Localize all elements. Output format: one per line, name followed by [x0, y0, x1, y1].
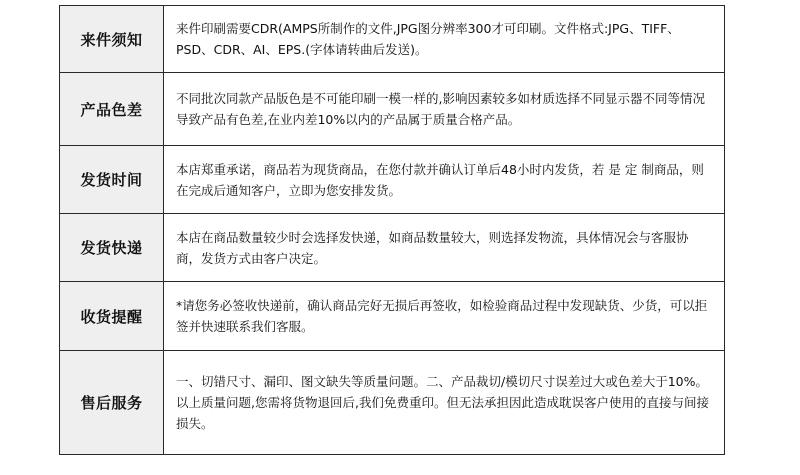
- row-content-text: 不同批次同款产品版色是不可能印刷一模一样的,影响因素较多如材质选择不同显示器不同等情况导致产品有色差,在业内差10%以内的产品属于质量合格产品。: [176, 91, 705, 127]
- row-content: [164, 282, 725, 351]
- row-label: 来件须知: [60, 6, 164, 73]
- row-label: 产品色差: [60, 73, 164, 146]
- row-content-text: 本店在商品数量较少时会选择发快递，如商品数量较大，则选择发物流，具体情况会与客服协商，发货方式由客户决定。: [176, 229, 689, 266]
- table-row: [60, 351, 725, 455]
- row-label: 发货快递: [60, 214, 164, 282]
- row-content-text: 一、切错尺寸、漏印、图文缺失等质量问题。二、产品裁切/模切尺寸误差过大或色差大于10%。以上质量问题,您需将货物退回后,我们免费重印。但无法承担因此造成耽误客户使用的直接与间接损失。: [176, 374, 709, 431]
- row-label: 发货时间: [60, 146, 164, 214]
- row-content: [164, 214, 725, 282]
- row-content-text: *请您务必签收快递前，确认商品完好无损后再签收，如检验商品过程中发现缺货、少货，可以拒签并快速联系我们客服。: [176, 298, 708, 334]
- table-row: [60, 146, 725, 214]
- row-content-text: 本店郑重承诺，商品若为现货商品，在您付款并确认订单后48小时内发货，若 是 定 制商品，则在完成后通知客户，立即为您安排发货。: [176, 161, 704, 198]
- table-row: [60, 6, 725, 73]
- row-label: 售后服务: [60, 351, 164, 455]
- store-notice-table: [59, 5, 725, 455]
- row-content: [164, 351, 725, 455]
- row-content: [164, 73, 725, 146]
- table-row: [60, 214, 725, 282]
- row-label: 收货提醒: [60, 282, 164, 351]
- table-row: [60, 282, 725, 351]
- row-content-text: 来件印刷需要CDR(AMPS所制作的文件,JPG图分辨率300才可印刷。文件格式:JPG、TIFF、PSD、CDR、AI、EPS.(字体请转曲后发送)。: [176, 21, 680, 57]
- table-row: [60, 73, 725, 146]
- row-content: [164, 6, 725, 73]
- row-content: [164, 146, 725, 214]
